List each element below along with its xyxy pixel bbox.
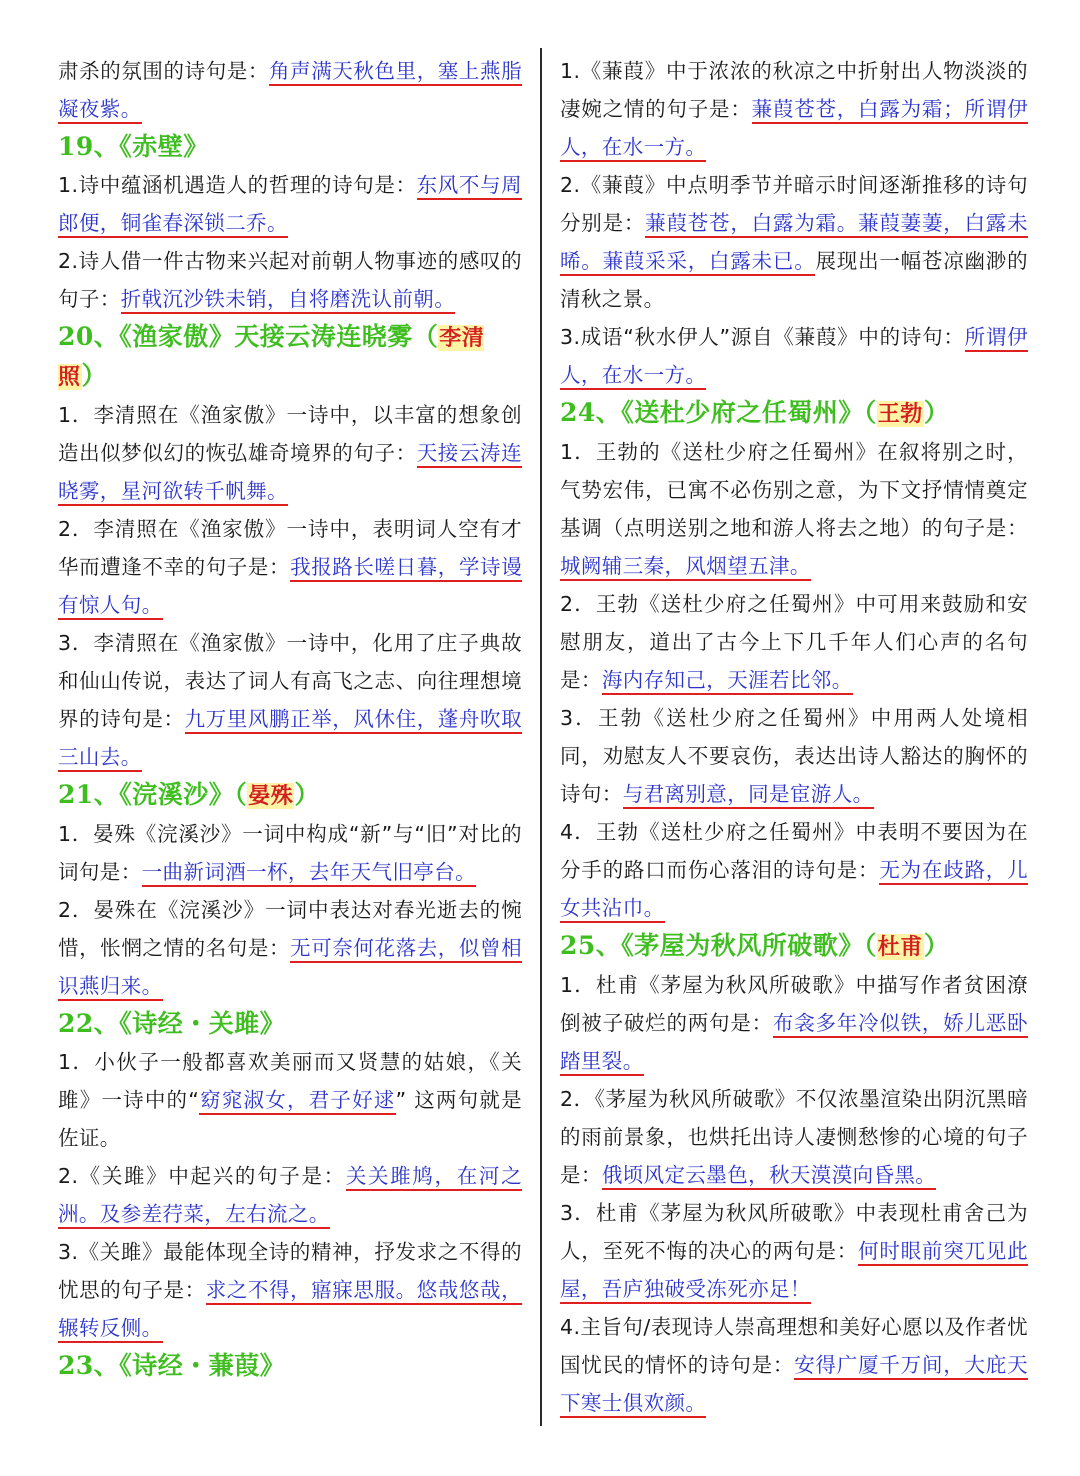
answer-text: 布衾多年冷似铁，娇儿恶卧踏里裂。	[560, 1011, 1028, 1076]
question-item	[560, 699, 1028, 813]
paren-close: ）	[294, 780, 320, 809]
section-title: 25、《茅屋为秋风所破歌》（	[560, 931, 877, 960]
question-text: 1．小伙子一般都喜欢美丽而又贤慧的姑娘，《关雎》一诗中的“	[58, 1050, 522, 1112]
question-text: 4．王勃《送杜少府之任蜀州》中表明不要因为在分手的路口而伤心落泪的诗句是：	[560, 820, 1028, 882]
question-item	[58, 891, 522, 1005]
answer-text: 城阙辅三秦，风烟望五津。	[560, 554, 811, 581]
paren-close: ）	[923, 931, 950, 960]
answer-text: 俄顷风定云墨色，秋天漠漠向昏黑。	[602, 1163, 936, 1190]
answer-text: 九万里风鹏正举，风休住，蓬舟吹取三山去。	[58, 707, 522, 772]
author-name: 杜甫	[877, 934, 923, 960]
section-heading-19: 19、《赤壁》	[58, 132, 209, 161]
question-item	[58, 52, 522, 128]
question-text: 2．晏殊在《浣溪沙》一词中表达对春光逝去的惋惜，怅惘之情的名句是：	[58, 898, 522, 960]
paren-close: ）	[81, 361, 108, 390]
question-text: 1．王勃的《送杜少府之任蜀州》在叙将别之时，气势宏伟，已寓不必伤别之意，为下文抒情情奠定基调（点明送别之地和游人将去之地）的句子是：	[560, 440, 1028, 540]
question-text: 3.《关雎》最能体现全诗的精神，抒发求之不得的忧思的句子是：	[58, 1240, 522, 1302]
section-heading-24	[560, 394, 1028, 433]
question-text: 2．《茅屋为秋风所破歌》不仅浓墨渲染出阴沉黑暗的雨前景象，也烘托出诗人凄恻愁惨的心境的句子是：	[560, 1087, 1028, 1187]
section-title: 24、《送杜少府之任蜀州》（	[560, 398, 877, 427]
question-item	[58, 242, 522, 318]
answer-text: 关关雎鸠，在河之洲。及参差荇菜，左右流之。	[58, 1164, 522, 1229]
question-text: 2．李清照在《渔家傲》一诗中，表明词人空有才华而遭逢不幸的句子是：	[58, 517, 522, 579]
answer-text: 无为在歧路，儿女共沾巾。	[560, 858, 1028, 923]
question-text: 2．王勃《送杜少府之任蜀州》中可用来鼓励和安慰朋友，道出了古今上下几千年人们心声的名句是：	[560, 592, 1028, 692]
question-item	[58, 1233, 522, 1347]
answer-text: 蒹葭苍苍，白露为霜。蒹葭萋萋，白露未晞。蒹葭采采，白露未已。	[560, 211, 1028, 276]
answer-text: 无可奈何花落去，似曾相识燕归来。	[58, 936, 522, 1001]
question-text: 4.主旨句/表现诗人崇高理想和美好心愿以及作者忧国忧民的情怀的诗句是：	[560, 1315, 1028, 1377]
answer-text: 与君离别意，同是宦游人。	[623, 782, 874, 809]
question-item	[560, 318, 1028, 394]
question-text: 1.《蒹葭》中于浓浓的秋凉之中折射出人物淡淡的凄婉之情的句子是：	[560, 59, 1028, 121]
question-text: ” 这两句就是佐证。	[58, 1088, 523, 1150]
answer-text: 窈窕淑女，君子好逑	[199, 1088, 395, 1115]
question-text: 1．晏殊《浣溪沙》一词中构成“新”与“旧”对比的词句是：	[58, 822, 522, 884]
author-name: 李清照	[58, 325, 485, 390]
question-item	[58, 1157, 522, 1233]
question-item	[560, 1308, 1028, 1422]
answer-text: 所谓伊人，在水一方。	[560, 325, 1028, 390]
question-item	[58, 1043, 522, 1157]
answer-text: 东风不与周郎便，铜雀春深锁二乔。	[58, 173, 522, 238]
question-text: 3．杜甫《茅屋为秋风所破歌》中表现杜甫舍己为人，至死不悔的决心的两句是：	[560, 1201, 1028, 1263]
column-divider	[540, 48, 542, 1426]
answer-text: 求之不得，寤寐思服。悠哉悠哉，辗转反侧。	[58, 1278, 522, 1343]
question-item	[560, 585, 1028, 699]
answer-text: 何时眼前突兀见此屋，吾庐独破受冻死亦足！	[560, 1239, 1028, 1304]
question-item	[58, 815, 522, 891]
question-item	[560, 1194, 1028, 1308]
question-item	[58, 166, 522, 242]
answer-text: 安得广厦千万间，大庇天下寒士俱欢颜。	[560, 1353, 1028, 1418]
section-heading-23: 23、《诗经・蒹葭》	[58, 1351, 286, 1380]
section-heading-20	[58, 318, 522, 396]
author-name: 晏殊	[248, 783, 294, 809]
section-title: 21、《浣溪沙》（	[58, 780, 248, 809]
answer-text: 蒹葭苍苍，白露为霜；所谓伊人，在水一方。	[560, 97, 1028, 162]
section-heading-25	[560, 927, 1028, 966]
question-item	[58, 624, 522, 776]
section-heading-21	[58, 776, 522, 815]
question-text: 1．杜甫《茅屋为秋风所破歌》中描写作者贫困潦倒被子破烂的两句是：	[560, 973, 1028, 1035]
answer-text: 天接云涛连晓雾，星河欲转千帆舞。	[58, 441, 522, 506]
question-text: 1.诗中蕴涵机遇造人的哲理的诗句是：	[58, 173, 417, 197]
question-item	[560, 1080, 1028, 1194]
question-item	[560, 813, 1028, 927]
paren-close: ）	[923, 398, 950, 427]
right-column	[560, 52, 1028, 1422]
question-text: 展现出一幅苍凉幽渺的清秋之景。	[560, 249, 1028, 311]
question-text: 3．李清照在《渔家傲》一诗中，化用了庄子典故和仙山传说，表达了词人有高飞之志、向往理想境界的诗句是：	[58, 631, 522, 731]
question-text: 2.诗人借一件古物来兴起对前朝人物事迹的感叹的句子：	[58, 249, 522, 311]
question-item	[560, 966, 1028, 1080]
question-text: 3．王勃《送杜少府之任蜀州》中用两人处境相同，劝慰友人不要哀伤，表达出诗人豁达的胸怀的诗句：	[560, 706, 1028, 806]
answer-text: 一曲新词酒一杯，去年天气旧亭台。	[142, 860, 476, 887]
section-heading-22: 22、《诗经・关雎》	[58, 1009, 286, 1038]
question-item	[560, 166, 1028, 318]
answer-text: 海内存知己，天涯若比邻。	[602, 668, 853, 695]
question-text: 3.成语“秋水伊人”源自《蒹葭》中的诗句：	[560, 325, 965, 349]
left-column	[58, 52, 522, 1385]
question-item	[560, 52, 1028, 166]
answer-text: 折戟沉沙铁未销，自将磨洗认前朝。	[121, 287, 455, 314]
question-text: 2.《关雎》中起兴的句子是：	[58, 1164, 346, 1188]
question-text: 肃杀的氛围的诗句是：	[58, 59, 269, 83]
answer-text: 角声满天秋色里，塞上燕脂凝夜紫。	[58, 59, 522, 124]
question-item	[58, 396, 522, 510]
question-item	[560, 433, 1028, 585]
question-text: 1．李清照在《渔家傲》一诗中，以丰富的想象创造出似梦似幻的恢弘雄奇境界的句子：	[58, 403, 522, 465]
answer-text: 我报路长嗟日暮，学诗谩有惊人句。	[58, 555, 522, 620]
question-text: 2.《蒹葭》中点明季节并暗示时间逐渐推移的诗句分别是：	[560, 173, 1028, 235]
author-name: 王勃	[877, 401, 923, 427]
question-item	[58, 510, 522, 624]
section-title: 20、《渔家傲》天接云涛连晓雾（	[58, 322, 439, 351]
